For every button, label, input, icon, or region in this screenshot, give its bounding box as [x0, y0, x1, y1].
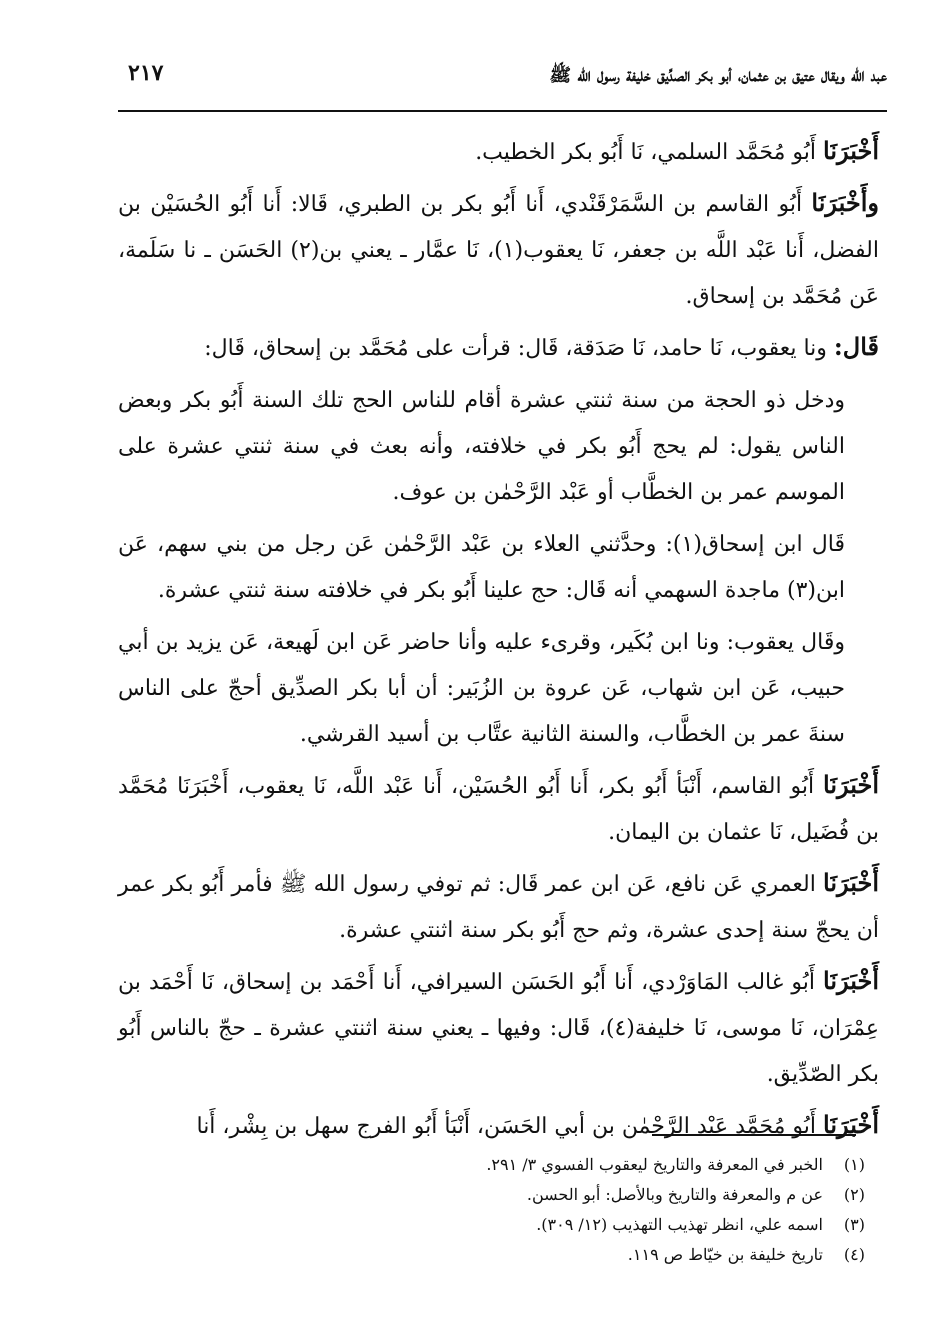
paragraph-lead: أَخْبَرَنَا [823, 136, 879, 165]
footnote-text: الخبر في المعرفة والتاريخ ليعقوب الفسوي ٣/ ٢٩١. [486, 1155, 823, 1174]
footnote-text: تاريخ خليفة بن خيّاط ص ١١٩. [627, 1245, 823, 1264]
page-number: ٢١٧ [128, 60, 164, 86]
running-title: عبد الله ويقال عتيق بن عثمان، أبو بكر الصدِّيق خليفة رسول الله ﷺ [549, 65, 887, 86]
paragraph-text: قَال ابن إسحاق(١): وحدَّثني العلاء بن عَبْد الرَّحْمٰن عَن رجل من بني سهم، عَن ابن(٣) ماجدة السهمي أنه قَال: حج علينا أَبُو بكر في خلافته سنة ثنتي عشرة. [118, 532, 845, 603]
paragraph [118, 128, 879, 176]
paragraph [118, 1102, 879, 1150]
paragraph-text: ونا يعقوب، نَا حامد، نَا صَدَقة، قَال: قرأت على مُحَمَّد بن إسحاق، قَال: [204, 336, 834, 361]
paragraph-text: ودخل ذو الحجة من سنة ثنتي عشرة أقام للناس الحج تلك السنة أَبُو بكر وبعض الناس يقول: لم يحج أَبُو بكر في خلافته، وأنه بعث في سنة ثنتي عشرة على الموسم عمر بن الخطَّاب أو عَبْد الرَّحْمٰن بن عوف. [118, 388, 845, 505]
paragraph-lead: أَخْبَرَنَا [823, 868, 879, 897]
paragraph-text: أَبُو القاسم، أَنْبَأ أَبُو بكر، أَنا أَبُو الحُسَيْن، أَنا عَبْد اللَّه، نَا يعقوب، أَخْبَرَنَا مُحَمَّد بن فُضَيل، نَا عثمان بن اليمان. [118, 774, 879, 845]
paragraph-text: أَبُو غالب المَاوَرْدي، أَنا أَبُو الحَسَن السيرافي، أَنا أَحْمَد بن إسحاق، نَا أَحْمَد بن عِمْرَان، نَا موسى، نَا خليفة(٤)، قَال: وفيها ـ يعني سنة اثنتي عشرة ـ حجّ بالناس أَبُو بكر الصّدِّيق. [118, 970, 880, 1087]
paragraph-lead: أَخْبَرَنَا [823, 770, 879, 799]
paragraph-text: العمري عَن نافع، عَن ابن عمر قَال: ثم توفي رسول الله ﷺ فأمر أَبُو بكر عمر أن يحجّ سنة إحدى عشرة، وثم حج أَبُو بكر سنة اثنتي عشرة. [118, 872, 879, 943]
footnotes [118, 1150, 865, 1270]
footnote [118, 1180, 865, 1210]
paragraph [118, 180, 879, 320]
paragraph-lead: أَخْبَرَنَا [823, 966, 879, 995]
footnote-text: اسمه علي، انظر تهذيب التهذيب (١٢/ ٣٠٩). [536, 1215, 823, 1234]
paragraph [118, 520, 879, 614]
paragraph [118, 762, 879, 856]
footnote-divider [652, 1134, 856, 1136]
paragraph-text: أَبُو القاسم بن السَّمَرْقَنْدي، أَنا أَبُو بكر بن الطبري، قَالا: أَنا أَبُو الحُسَيْن بن الفضل، أَنا عَبْد اللَّه بن جعفر، نَا يعقوب(١)، نَا عمَّار ـ يعني بن(٢) الحَسَن ـ نا سَلَمة، عَن مُحَمَّد بن إسحاق. [118, 192, 879, 309]
paragraph [118, 376, 879, 516]
paragraph [118, 860, 879, 954]
paragraph-text: أَبُو مُحَمَّد عَبْد الرَّحْمٰن بن أبي الحَسَن، أَنْبَأ أَبُو الفرج سهل بن بِشْر، أَنا [196, 1114, 824, 1139]
paragraph-lead: وأَخْبَرَنَا [811, 188, 879, 217]
footnote [118, 1210, 865, 1240]
paragraph-text: وقَال يعقوب: ونا ابن بُكَير، وقرىء عليه وأنا حاضر عَن ابن لَهيعة، عَن يزيد بن أبي حبيب، عَن ابن شهاب، عَن عروة بن الزُبَير: أن أبا بكر الصدِّيق أحجّ على الناس سنةَ عمر بن الخطَّاب، والسنة الثانية عتَّاب بن أسيد القرشي. [118, 630, 845, 747]
footnote [118, 1150, 865, 1180]
footnote-number: (٤) [843, 1245, 865, 1264]
footnote-number: (١) [843, 1155, 865, 1174]
footnote-number: (٢) [843, 1185, 865, 1204]
footnote-number: (٣) [843, 1215, 865, 1234]
paragraph [118, 324, 879, 372]
footnote-text: عن م والمعرفة والتاريخ وبالأصل: أبو الحسن. [526, 1185, 823, 1204]
paragraph [118, 618, 879, 758]
paragraph [118, 958, 879, 1098]
main-text [118, 128, 879, 1154]
page-header [118, 58, 887, 112]
paragraph-lead: قَال: [833, 332, 879, 361]
footnote [118, 1240, 865, 1270]
paragraph-text: أَبُو مُحَمَّد السلمي، نَا أَبُو بكر الخطيب. [475, 140, 824, 165]
paragraph-lead: أَخْبَرَنَا [823, 1110, 879, 1139]
